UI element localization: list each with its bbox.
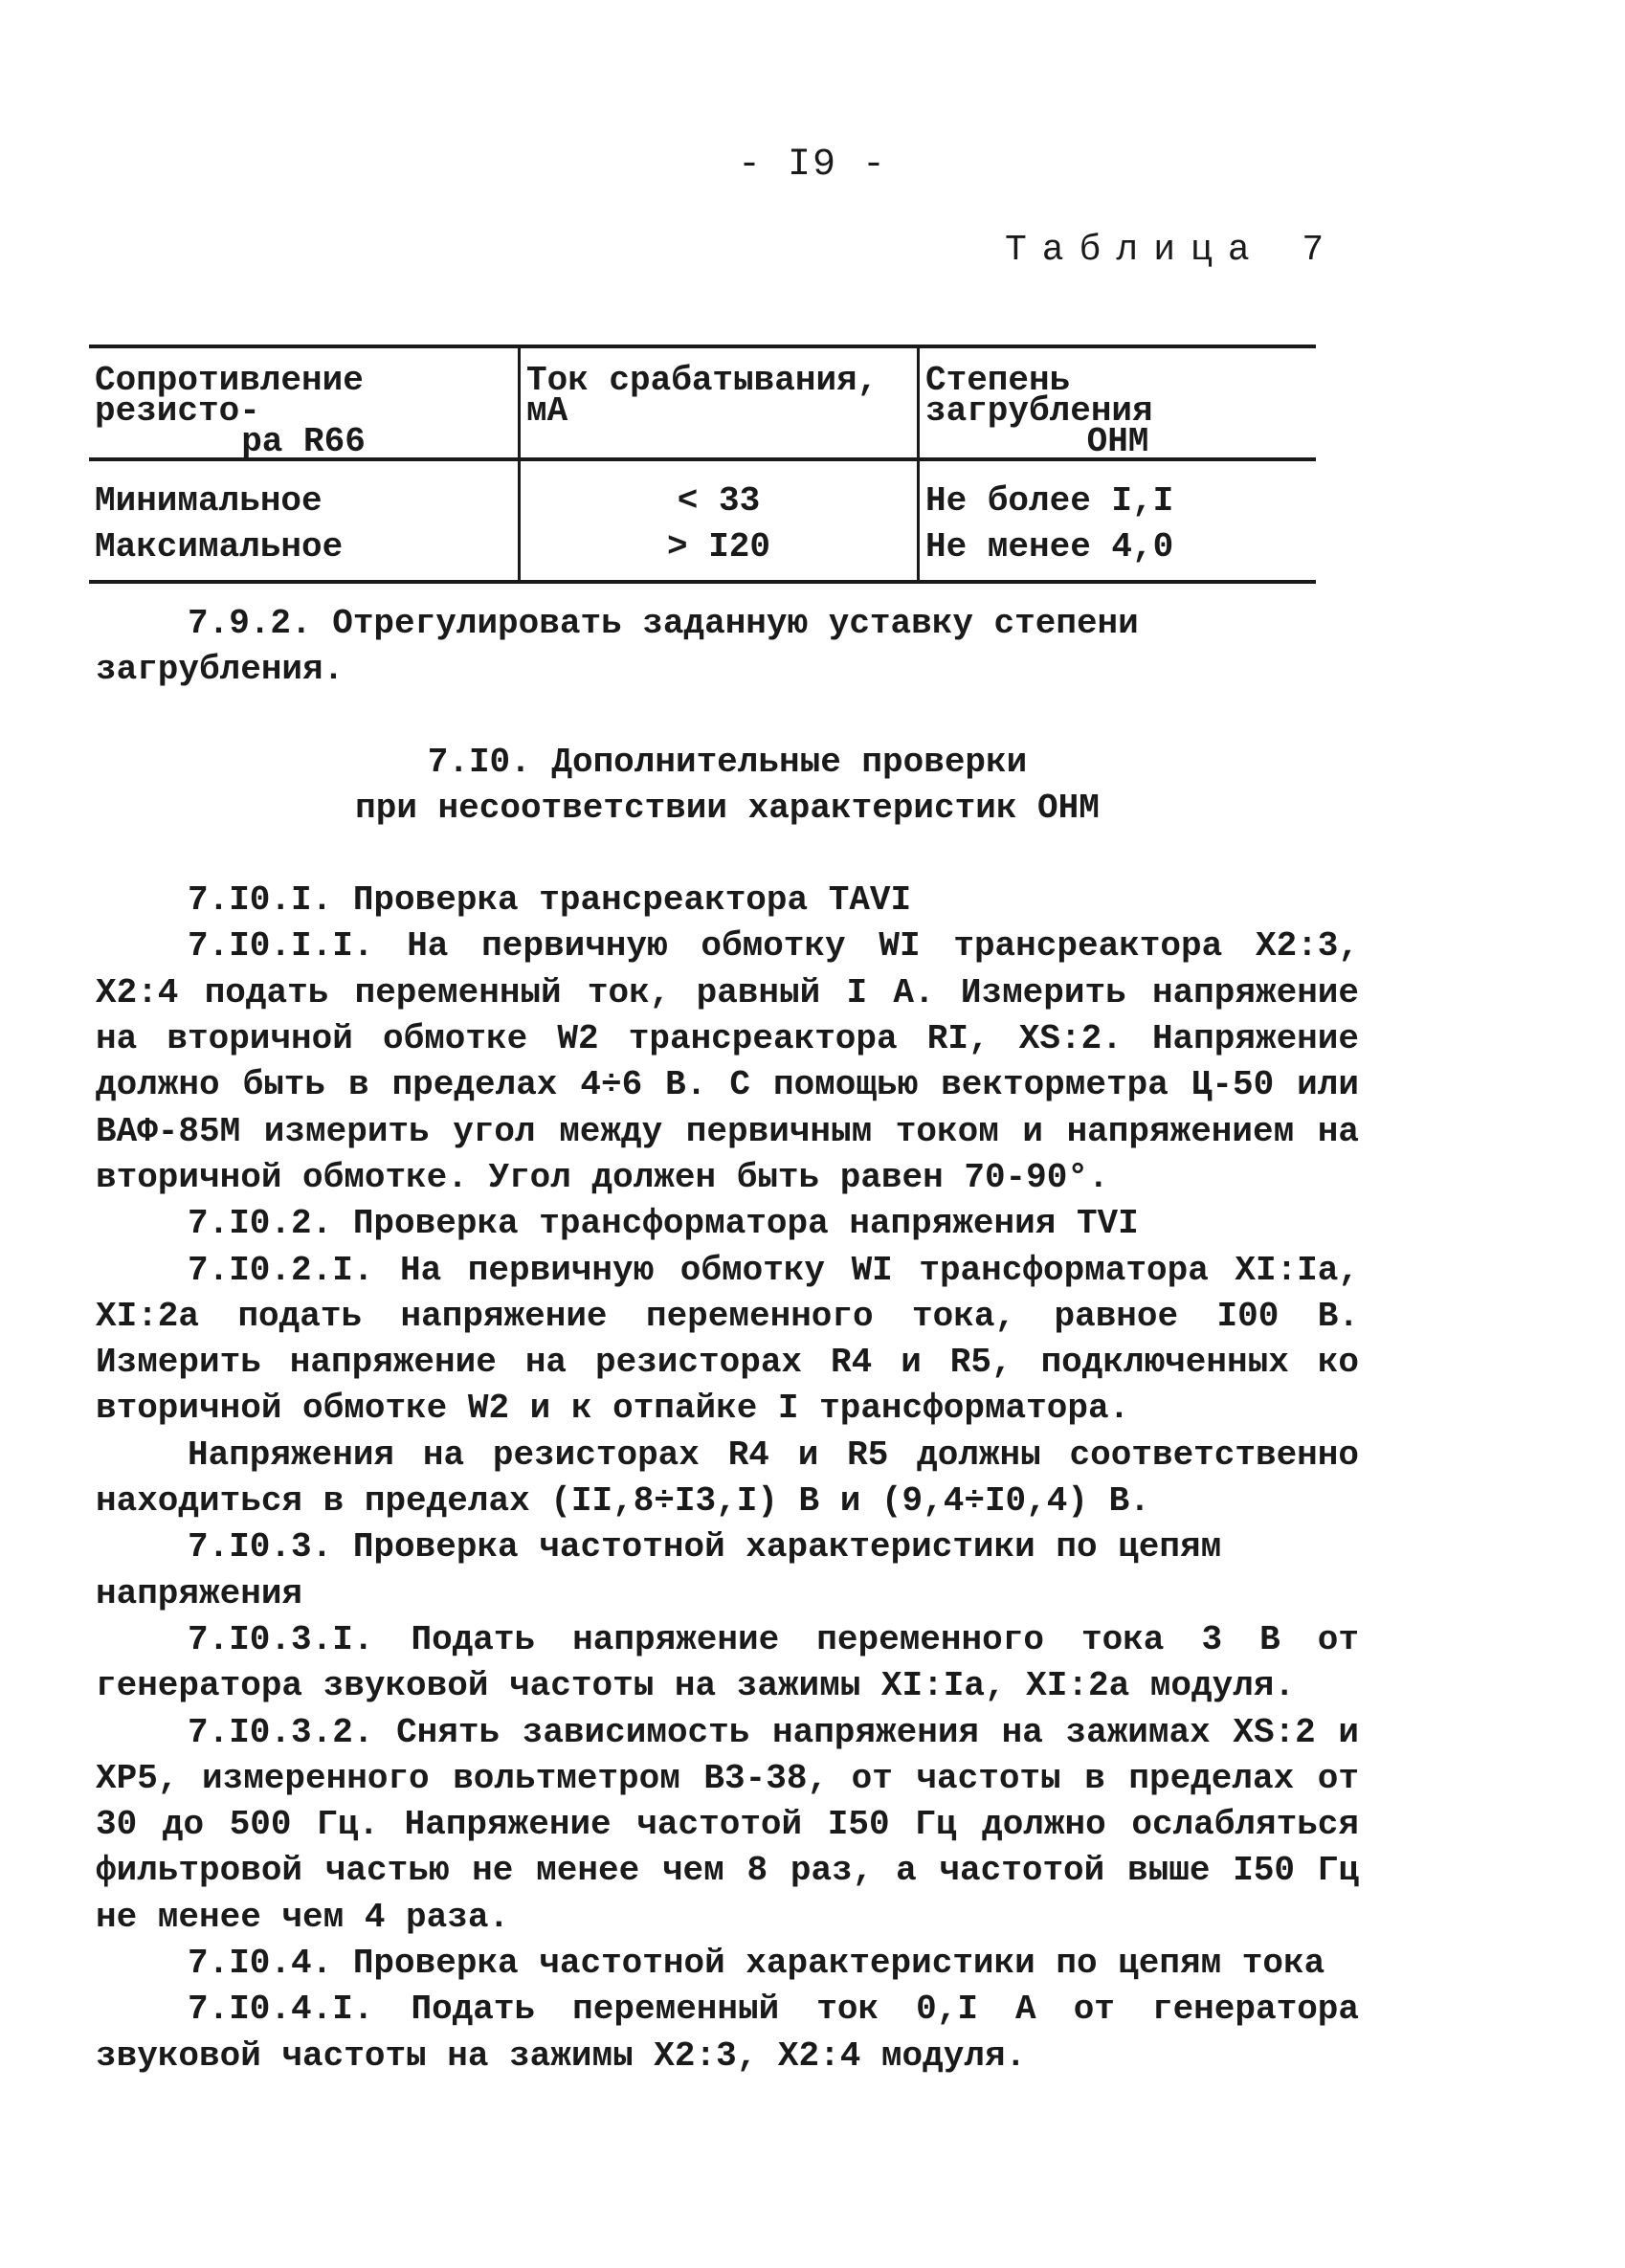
paragraph-7-10-2-1: 7.I0.2.I. На первичную обмотку WI трансформатора XI:Iа, XI:2а подать напряжение переменного тока, равное I00 В. Измерить напряжение на резисторах R4 и R5, подключенных ко вторичной обмотке W2 и к отпайке I трансформатора. bbox=[96, 1250, 1359, 1429]
page-number: - I9 - bbox=[737, 144, 888, 187]
paragraph-7-10-4-1: 7.I0.4.I. Подать переменный ток 0,I А от генератора звуковой частоты на зажимы X2:3, X2:4 модуля. bbox=[96, 1990, 1359, 2076]
paragraph-7-10-2: 7.I0.2. Проверка трансформатора напряжения TVI bbox=[188, 1204, 1139, 1244]
table-caption: Таблица 7 bbox=[1005, 230, 1340, 271]
header-degree-line2: ОНМ bbox=[1086, 422, 1149, 461]
table-cell: Не более I,I bbox=[925, 481, 1174, 521]
paragraph-resistor-voltages: Напряжения на резисторах R4 и R5 должны соответственно находиться в пределах (II,8÷I3,I) В и (9,4÷I0,4) В. bbox=[96, 1434, 1359, 1522]
section-heading-line1: 7.I0. Дополнительные проверки bbox=[427, 742, 1028, 782]
paragraph-7-10-3: 7.I0.3. Проверка частотной характеристики по цепям напряжения bbox=[96, 1527, 1222, 1613]
table-header-row bbox=[89, 346, 1316, 459]
table-cell: Не менее 4,0 bbox=[925, 527, 1174, 567]
table-cell: Максимальное bbox=[89, 524, 520, 582]
header-degree bbox=[919, 346, 1317, 459]
document-body bbox=[96, 601, 1359, 2079]
header-resistance bbox=[89, 346, 520, 459]
header-current bbox=[520, 346, 919, 459]
paragraph-7-9-2: 7.9.2. Отрегулировать заданную уставку степени загрубления. bbox=[96, 604, 1139, 690]
paragraph-7-10-3-1: 7.I0.3.I. Подать напряжение переменного тока 3 В от генератора звуковой частоты на зажимы XI:Iа, XI:2а модуля. bbox=[96, 1619, 1359, 1706]
section-heading-line2: при несоответствии характеристик ОНМ bbox=[355, 788, 1100, 828]
resistance-table bbox=[89, 345, 1316, 584]
paragraph-7-10-1-1: 7.I0.I.I. На первичную обмотку WI трансреактора X2:3, X2:4 подать переменный ток, равный I А. Измерить напряжение на вторичной обмотке W2 трансреактора RI, XS:2. Напряжение должно быть в пределах 4÷6 В. С помощью векторметра Ц-50 или ВАФ-85М измерить угол между первичным током и напряжением на вторичной обмотке. Угол должен быть равен 70-90°. bbox=[96, 926, 1359, 1197]
table-row bbox=[89, 459, 1316, 524]
table-cell: Минимальное bbox=[89, 459, 520, 524]
header-resistance-line2: ра R66 bbox=[241, 422, 366, 461]
table-cell: > I20 bbox=[520, 524, 919, 582]
header-resistance-line1: Сопротивление резисто- bbox=[95, 361, 364, 431]
paragraph-7-10-1: 7.I0.I. Проверка трансреактора TAVI bbox=[188, 880, 912, 921]
table-cell: < 33 bbox=[520, 459, 919, 524]
table-row bbox=[89, 524, 1316, 582]
header-current-line1: Ток срабатывания, мА bbox=[526, 361, 879, 431]
paragraph-7-10-3-2: 7.I0.3.2. Снять зависимость напряжения на зажимах XS:2 и XP5, измеренного вольтметром В3-38, от частоты в пределах от 30 до 500 Гц. Напряжение частотой I50 Гц должно ослабляться фильтровой частью не менее чем 8 раз, а частотой выше I50 Гц не менее чем 4 раза. bbox=[96, 1712, 1359, 1937]
header-degree-line1: Степень загрубления bbox=[925, 361, 1153, 431]
paragraph-7-10-4: 7.I0.4. Проверка частотной характеристики по цепям тока bbox=[188, 1944, 1325, 1984]
